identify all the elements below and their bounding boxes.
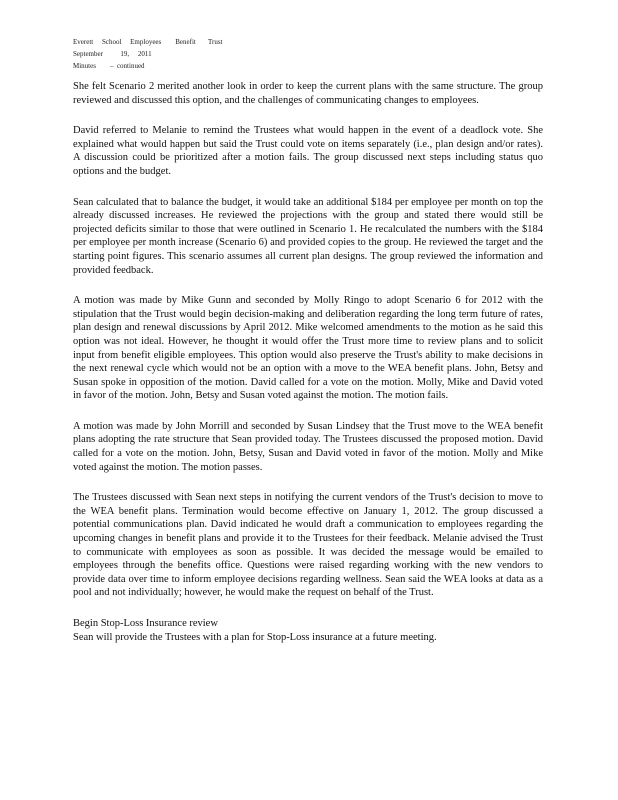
paragraph-motion-scenario-6: A motion was made by Mike Gunn and seconded by Molly Ringo to adopt Scenario 6 for 2012 with the stipulation that the Trust would begin decision-making and deliberation regarding the long term future of rates, plan design and renewal discussions by April 2012. Mike welcomed amendments to the motion as he said this option was not ideal. However, he thought it would offer the Trust more time to review plans and to solicit input from benefit eligible employees. This option would also preserve the Trust's ability to make decisions in the next renewal cycle which would not be an option with a move to the WEA benefit plans. John, Betsy and Susan spoke in opposition of the motion. David called for a vote on the motion. Molly, Mike and David voted in favor of the motion. John, Betsy and Susan voted against the motion. The motion fails. (73, 295, 543, 402)
paragraph-deadlock-vote: David referred to Melanie to remind the Trustees what would happen in the event of a deadlock vote. She explained what would happen but said the Trust could vote on items separately (i.e., plan design and/or rates). A discussion could be prioritized after a motion fails. The group discussed next steps including status quo options and the budget. (73, 125, 543, 177)
paragraph-next-steps: The Trustees discussed with Sean next steps in notifying the current vendors of the Trust's decision to move to the WEA benefit plans. Termination would become effective on January 1, 2012. The group discussed a potential communications plan. David indicated he would draft a communication to employees regarding the upcoming changes in benefit plans and provide it to the Trustees for their feedback. Melanie advised the Trust to communicate with employees as soon as possible. It was decided the message would be emailed to employees through the benefits office. Questions were raised regarding working with the new vendors to provide data over time to inform employee decisions regarding wellness. Sean said the WEA looks at data as a pool and not individually; however, he would make the request on behalf of the Trust. (73, 492, 543, 599)
header-date-line: September 19, 2011 (73, 50, 152, 58)
header-minutes-line: Minutes – continued (73, 62, 145, 70)
header-org-line: Everett School Employees Benefit Trust (73, 38, 223, 46)
paragraph-motion-wea-plans: A motion was made by John Morrill and seconded by Susan Lindsey that the Trust move to the WEA benefit plans adopting the rate structure that Sean provided today. The Trustees discussed the proposed motion. David called for a vote on the motion. John, Betsy, Susan and David voted in favor of the motion. Molly and Mike voted against the motion. The motion passes. (73, 420, 543, 473)
document-body (73, 80, 543, 644)
paragraph-scenario-2: She felt Scenario 2 merited another look in order to keep the current plans with the same structure. The group reviewed and discussed this option, and the challenges of communicating changes to employees. (73, 81, 543, 106)
section-heading-stop-loss: Begin Stop-Loss Insurance review (73, 618, 218, 629)
paragraph-budget-calculation: Sean calculated that to balance the budget, it would take an additional $184 per employee per month on top the already discussed increases. He reviewed the projections with the group and stated there would still be projected deficits similar to those that were outlined in Scenario 1. He recalculated the numbers with the $184 per employee per month increase (Scenario 6) and provided copies to the group. He reviewed the target and the starting point figures. This scenario assumes all current plan designs. The group reviewed the information and provided feedback. (73, 196, 543, 276)
section-text-stop-loss: Sean will provide the Trustees with a plan for Stop-Loss insurance at a future meeting. (73, 631, 437, 643)
